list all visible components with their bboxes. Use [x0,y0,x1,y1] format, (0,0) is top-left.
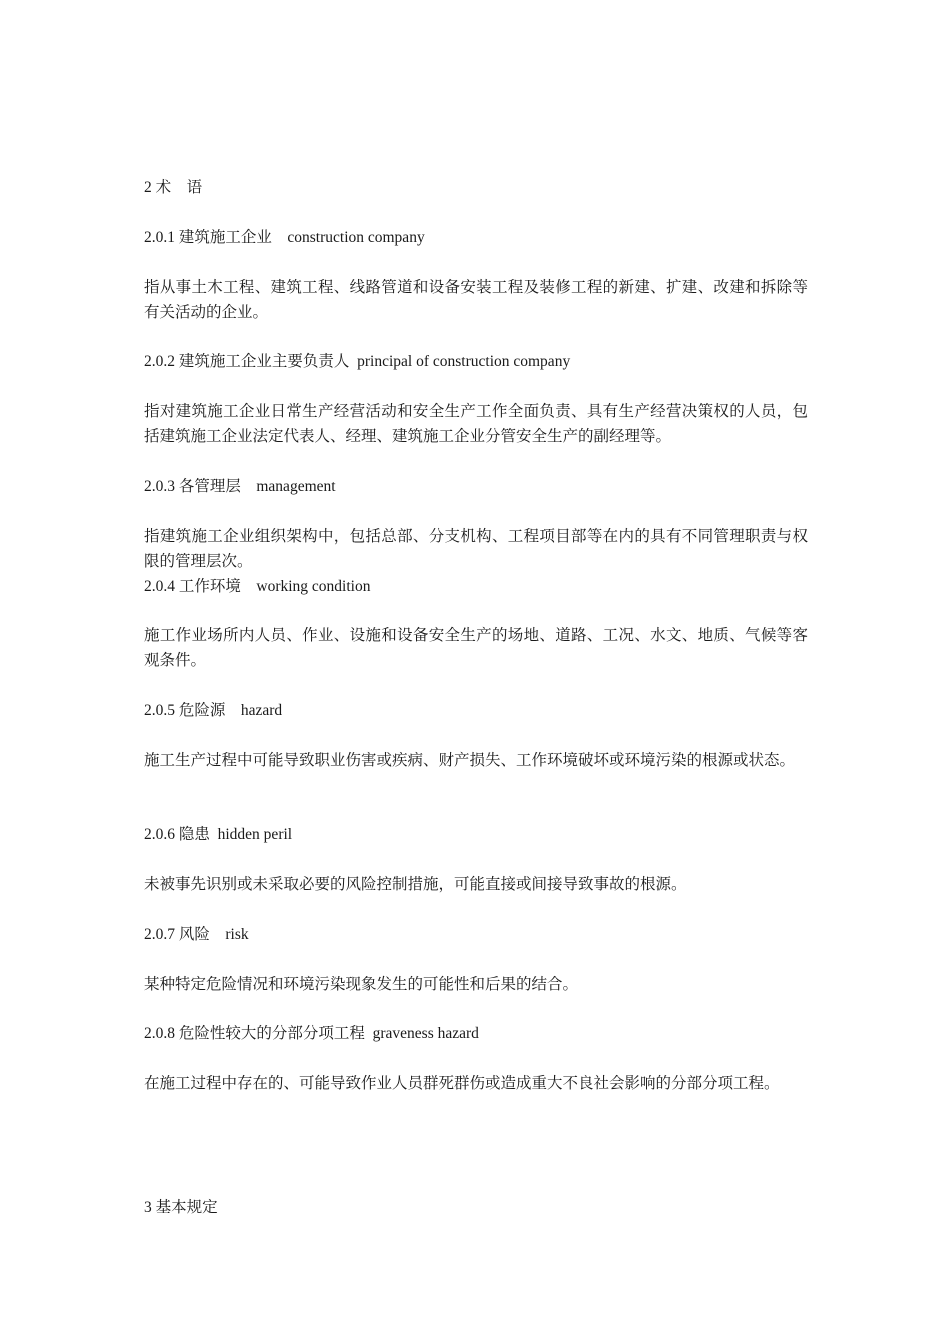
section-2-heading: 2 术 语 [144,179,203,196]
term-2-0-2-definition: 指对建筑施工企业日常生产经营活动和安全生产工作全面负责、具有生产经营决策权的人员，包括建筑施工企业法定代表人、经理、建筑施工企业分管安全生产的副经理等。 [144,403,808,445]
term-2-0-2-heading: 2.0.2 建筑施工企业主要负责人 principal of construction company [144,353,571,370]
term-2-0-8-heading: 2.0.8 危险性较大的分部分项工程 graveness hazard [144,1025,479,1042]
term-2-0-3-definition: 指建筑施工企业组织架构中，包括总部、分支机构、工程项目部等在内的具有不同管理职责与权限的管理层次。 [144,528,808,570]
term-2-0-4-definition: 施工作业场所内人员、作业、设施和设备安全生产的场地、道路、工况、水文、地质、气候等客观条件。 [144,627,808,669]
term-2-0-1-heading: 2.0.1 建筑施工企业 construction company [144,229,425,246]
term-2-0-5-heading: 2.0.5 危险源 hazard [144,702,283,719]
term-2-0-6-definition: 未被事先识别或未采取必要的风险控制措施，可能直接或间接导致事故的根源。 [144,876,687,893]
term-2-0-4-heading: 2.0.4 工作环境 working condition [144,578,371,595]
section-3-heading: 3 基本规定 [144,1199,218,1216]
term-2-0-8-definition: 在施工过程中存在的、可能导致作业人员群死群伤或造成重大不良社会影响的分部分项工程。 [144,1075,780,1092]
term-2-0-3-heading: 2.0.3 各管理层 management [144,478,336,495]
term-2-0-1-definition: 指从事土木工程、建筑工程、线路管道和设备安装工程及装修工程的新建、扩建、改建和拆除等有关活动的企业。 [144,279,808,321]
term-2-0-7-heading: 2.0.7 风险 risk [144,926,249,943]
term-2-0-7-definition: 某种特定危险情况和环境污染现象发生的可能性和后果的结合。 [144,976,579,993]
term-2-0-5-definition: 施工生产过程中可能导致职业伤害或疾病、财产损失、工作环境破坏或环境污染的根源或状态。 [144,752,796,769]
term-2-0-6-heading: 2.0.6 隐患 hidden peril [144,826,293,843]
